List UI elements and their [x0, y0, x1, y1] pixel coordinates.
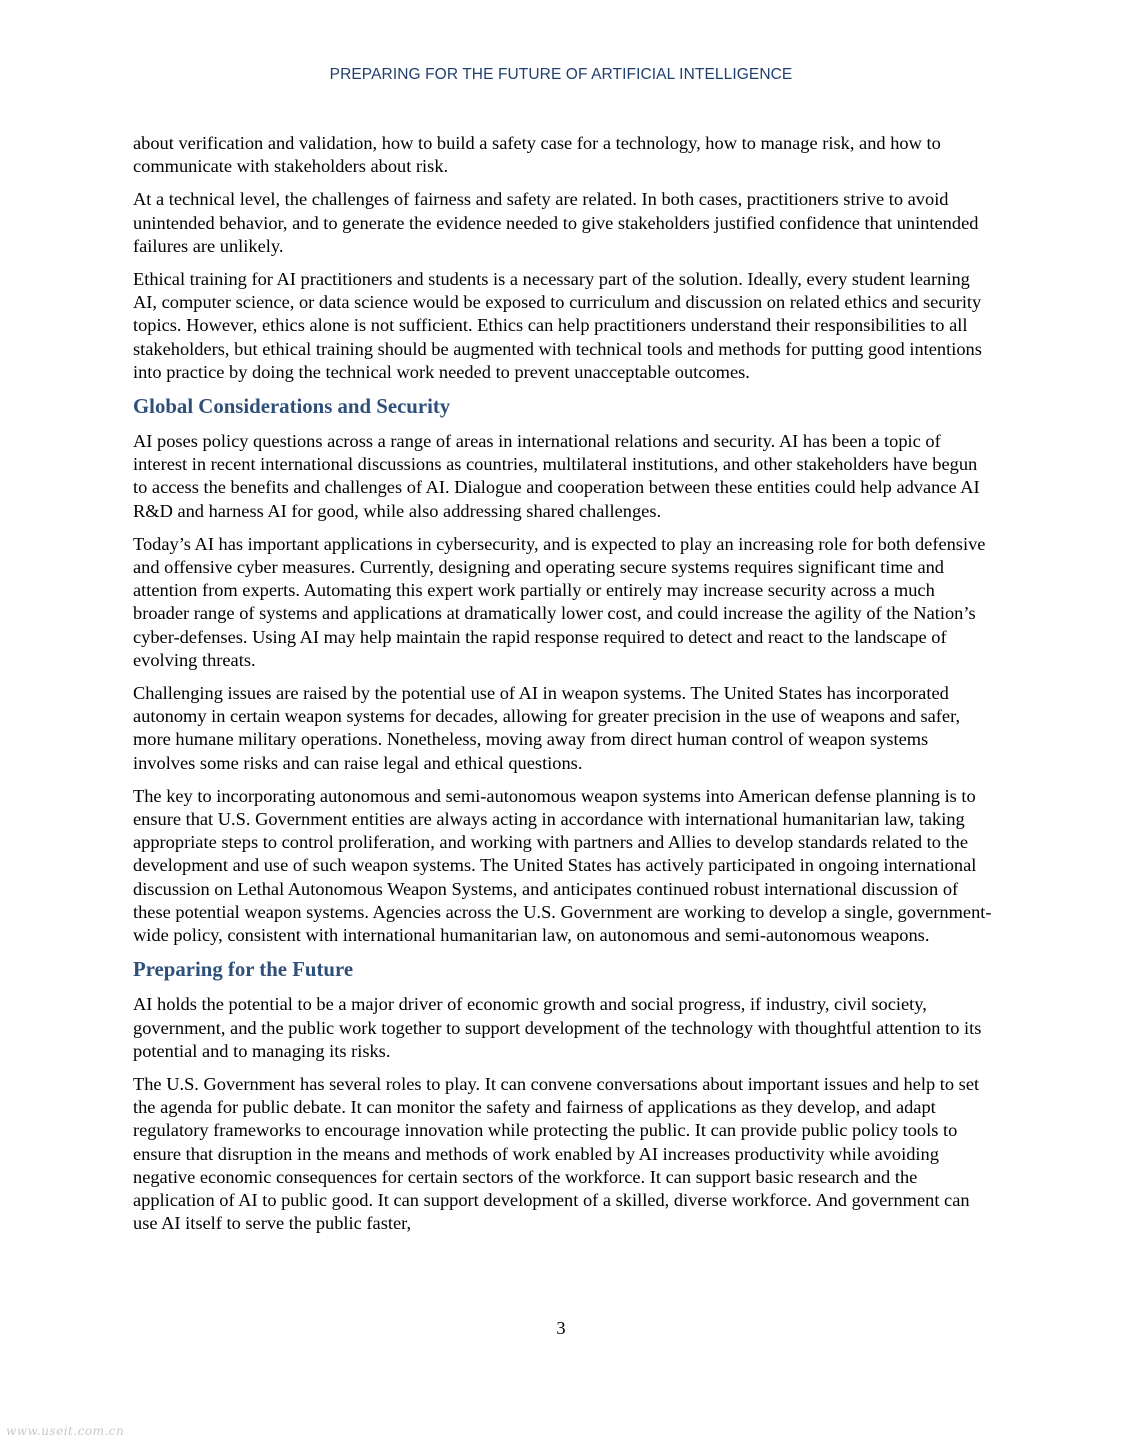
page-number: 3 [556, 1318, 566, 1338]
section-heading-preparing-future: Preparing for the Future [133, 958, 354, 982]
paragraph-verification: about verification and validation, how to build a safety case for a technology, how to manage risk, and how to communicate with stakeholders about risk. [133, 133, 941, 177]
paragraph-cybersecurity: Today’s AI has important applications in cybersecurity, and is expected to play an increasing role for both defensive and offensive cyber measures. Currently, designing and operating secure systems requires significant time and attention from experts. Automating this expert work partially or entirely may increase security across a much broader range of systems and applications at dramatically lower cost, and could increase the agility of the Nation’s cyber-defenses. Using AI may help maintain the rapid response required to detect and react to the landscape of evolving threats. [133, 533, 986, 670]
paragraph-economic-growth: AI holds the potential to be a major driver of economic growth and social progress, if industry, civil society, government, and the public work together to support development of the technology with thoughtful attention to its potential and to managing its risks. [133, 994, 982, 1061]
paragraph-autonomous-weapons: The key to incorporating autonomous and semi-autonomous weapon systems into American defense planning is to ensure that U.S. Government entities are always acting in accordance with international humanitarian law, taking appropriate steps to control proliferation, and working with partners and Allies to develop standards related to the development and use of such weapon systems. The United States has actively participated in ongoing international discussion on Lethal Autonomous Weapon Systems, and anticipates continued robust international discussion of these potential weapon systems. Agencies across the U.S. Government are working to develop a single, government-wide policy, consistent with international humanitarian law, on autonomous and semi-autonomous weapons. [133, 785, 992, 946]
running-header: PREPARING FOR THE FUTURE OF ARTIFICIAL INTELLIGENCE [329, 66, 793, 83]
paragraph-technical-level: At a technical level, the challenges of fairness and safety are related. In both cases, practitioners strive to avoid unintended behavior, and to generate the evidence needed to give stakeholders justified confidence that unintended failures are unlikely. [133, 189, 979, 256]
watermark: www.useit.com.cn [6, 1424, 125, 1438]
paragraph-global-policy: AI poses policy questions across a range of areas in international relations and security. AI has been a topic of interest in recent international discussions as countries, multilateral institutions, and other stakeholders have begun to access the benefits and challenges of AI. Dialogue and cooperation between these entities could help advance AI R&D and harness AI for good, while also addressing shared challenges. [133, 431, 980, 521]
paragraph-weapon-systems: Challenging issues are raised by the potential use of AI in weapon systems. The United States has incorporated autonomy in certain weapon systems for decades, allowing for greater precision in the use of weapons and safer, more humane military operations. Nonetheless, moving away from direct human control of weapon systems involves some risks and can raise legal and ethical questions. [133, 683, 961, 773]
paragraph-ethical-training: Ethical training for AI practitioners and students is a necessary part of the solution. Ideally, every student learning AI, computer science, or data science would be exposed to curriculum and discussion on related ethics and security topics. However, ethics alone is not sufficient. Ethics can help practitioners understand their responsibilities to all stakeholders, but ethical training should be augmented with technical tools and methods for putting good intentions into practice by doing the technical work needed to prevent unacceptable outcomes. [133, 269, 982, 382]
section-heading-global-considerations: Global Considerations and Security [133, 395, 451, 419]
paragraph-government-roles: The U.S. Government has several roles to play. It can convene conversations about important issues and help to set the agenda for public debate. It can monitor the safety and fairness of applications as they develop, and adapt regulatory frameworks to encourage innovation while protecting the public. It can provide public policy tools to ensure that disruption in the means and methods of work enabled by AI increases productivity while avoiding negative economic consequences for certain sectors of the workforce. It can support basic research and the application of AI to public good. It can support development of a skilled, diverse workforce. And government can use AI itself to serve the public faster, [133, 1073, 980, 1234]
document-body [133, 132, 995, 1245]
